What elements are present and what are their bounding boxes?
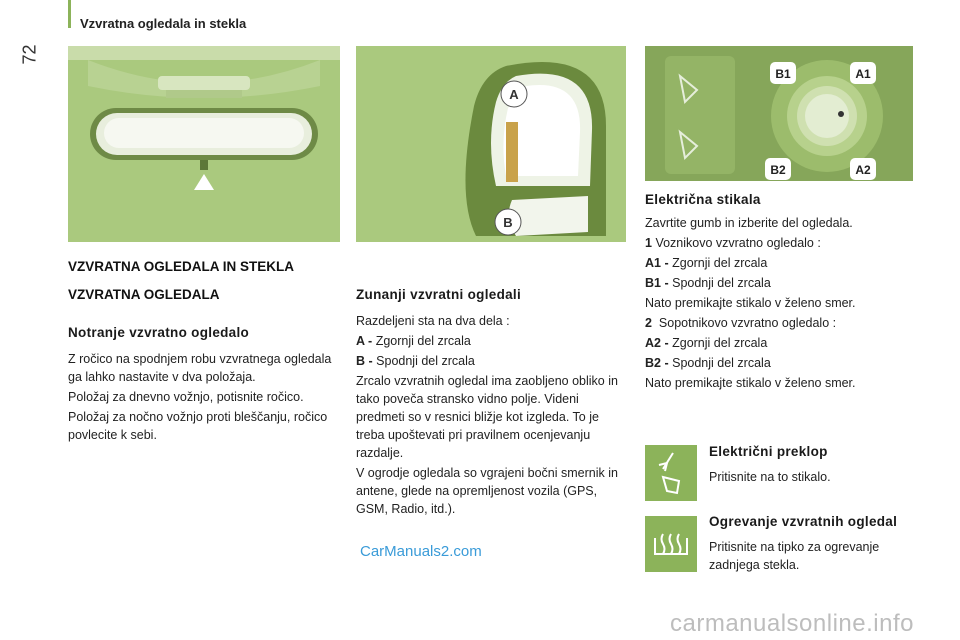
paragraph: Z ročico na spodnjem robu vzvratnega ogledala ga lahko nastavite v dva položaja. <box>68 352 332 384</box>
mirror-label-a: A <box>509 87 519 102</box>
heating-switch-icon <box>645 516 697 572</box>
mirror-heating-heading: Ogrevanje vzvratnih ogledal <box>709 514 898 529</box>
exterior-mirrors-heading: Zunanji vzvratni ogledali <box>356 287 522 302</box>
mirror-switch-svg <box>645 46 913 181</box>
main-title: VZVRATNA OGLEDALA IN STEKLA <box>68 259 294 274</box>
header-accent-bar <box>68 0 71 28</box>
interior-mirror-heading: Notranje vzvratno ogledalo <box>68 325 250 340</box>
exterior-mirror-svg <box>356 46 626 242</box>
mirror-fold-icon <box>645 445 697 501</box>
paragraph: Položaj za dnevno vožnjo, potisnite ročico. <box>68 390 304 404</box>
watermark-carmanualsonline: carmanualsonline.info <box>670 610 914 637</box>
paragraph: Položaj za nočno vožnjo proti bleščanju, ročico povlecite k sebi. <box>68 410 328 442</box>
switch-label-a2: A2 <box>855 163 871 177</box>
list-item: B - Spodnji del zrcala <box>356 354 475 368</box>
list-item: A2 - Zgornji del zrcala <box>645 336 768 350</box>
mirror-switch-illustration <box>645 46 913 181</box>
list-item: A - Zgornji del zrcala <box>356 334 471 348</box>
list-item: B2 - Spodnji del zrcala <box>645 356 771 370</box>
interior-mirror-illustration <box>68 46 340 242</box>
paragraph: Razdeljeni sta na dva dela : <box>356 314 510 328</box>
list-item: A1 - Zgornji del zrcala <box>645 256 768 270</box>
paragraph: Nato premikajte stikalo v želeno smer. <box>645 376 856 390</box>
fold-switch-icon <box>645 445 697 501</box>
exterior-mirrors-text <box>356 312 624 520</box>
paragraph: Nato premikajte stikalo v želeno smer. <box>645 296 856 310</box>
watermark-carmanuals2[interactable]: CarManuals2.com <box>360 543 482 560</box>
electric-switches-text <box>645 214 915 394</box>
interior-mirror-text <box>68 350 336 446</box>
paragraph: Zrcalo vzvratnih ogledal ima zaobljeno obliko in tako poveča stransko vidno polje. Videni predmeti so v resnici bližje kot izgleda. To je treba upoštevati pri pravilnem ocenjevanju razdalje. <box>356 374 618 460</box>
exterior-mirror-illustration <box>356 46 626 242</box>
paragraph: V ogrodje ogledala so vgrajeni bočni smernik in antene, glede na opremljenost vozila (GPS, GSM, Radio, itd.). <box>356 466 618 516</box>
page-header: Vzvratna ogledala in stekla <box>80 16 247 31</box>
rear-defrost-icon <box>645 516 697 572</box>
list-item: 1 Voznikovo vzvratno ogledalo : <box>645 236 821 250</box>
mirror-heating-text: Pritisnite na tipko za ogrevanje zadnjega stekla. <box>709 540 880 572</box>
page-number: 72 <box>19 44 40 65</box>
electric-switches-heading: Električna stikala <box>645 192 761 207</box>
switch-label-b1: B1 <box>775 67 791 81</box>
switch-label-a1: A1 <box>855 67 871 81</box>
switch-label-b2: B2 <box>770 163 786 177</box>
electric-fold-heading: Električni preklop <box>709 444 828 459</box>
list-item: 2 Sopotnikovo vzvratno ogledalo : <box>645 316 837 330</box>
paragraph: Zavrtite gumb in izberite del ogledala. <box>645 216 853 230</box>
mirror-label-b: B <box>503 215 513 230</box>
electric-fold-text: Pritisnite na to stikalo. <box>709 470 831 484</box>
section-title: VZVRATNA OGLEDALA <box>68 287 220 302</box>
list-item: B1 - Spodnji del zrcala <box>645 276 771 290</box>
interior-mirror-svg <box>68 46 340 242</box>
